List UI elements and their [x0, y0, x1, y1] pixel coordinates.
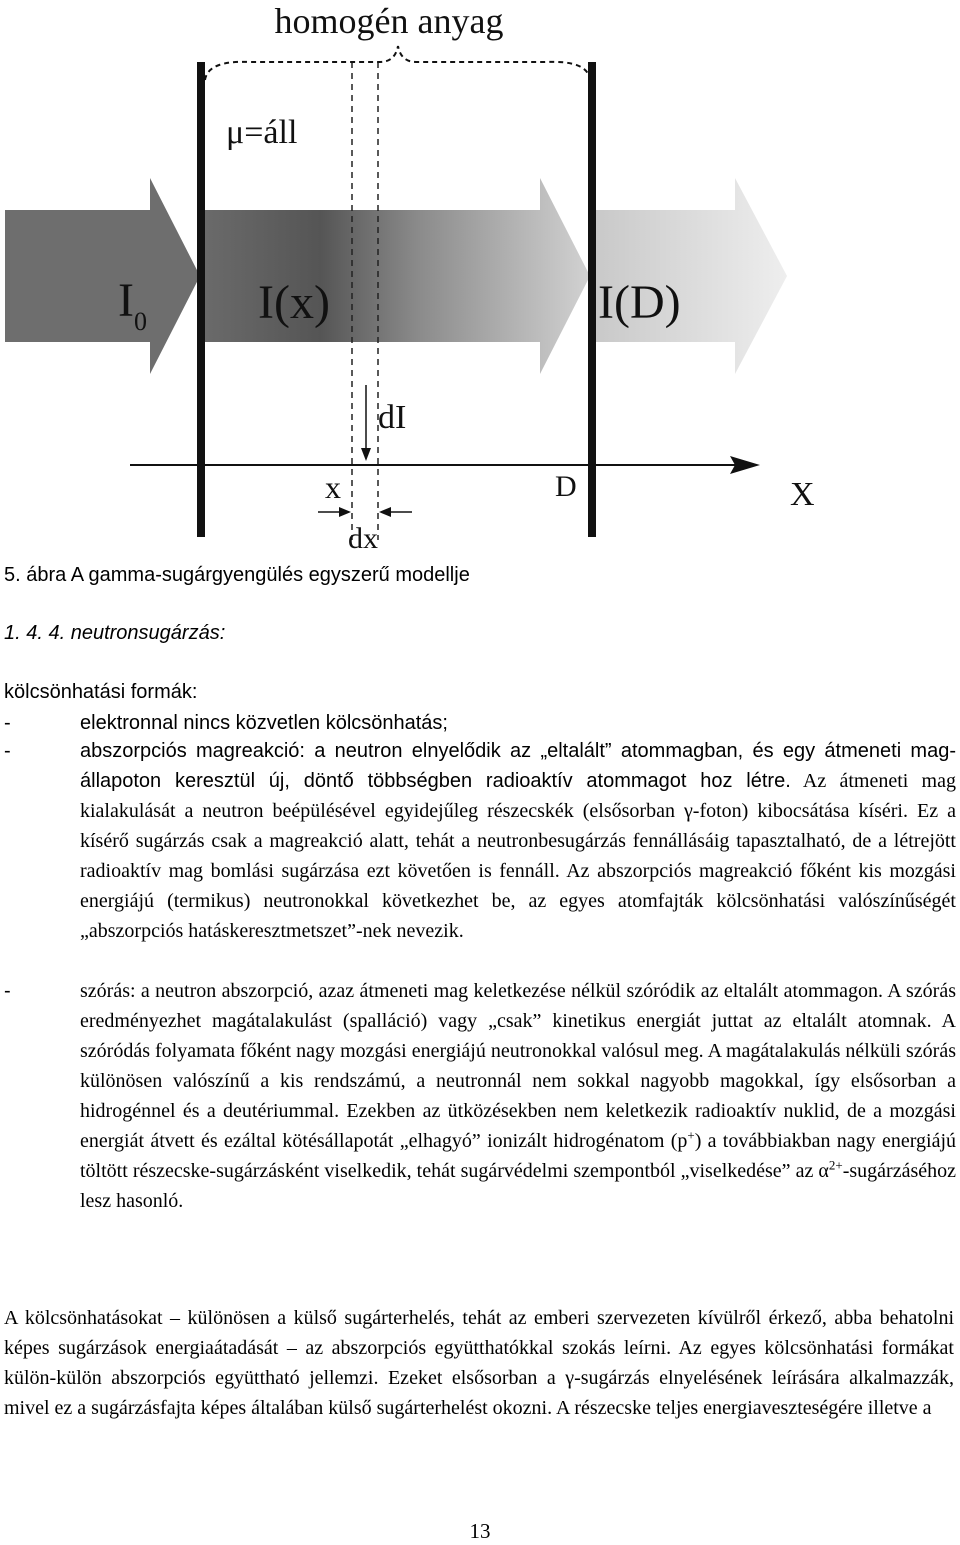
incident-beam-arrow — [5, 178, 200, 374]
list-dash: - — [4, 980, 11, 1002]
list-dash: - — [4, 712, 11, 734]
list-dash: - — [4, 740, 11, 762]
x-position-label: x — [325, 469, 341, 505]
I0-label: $I_0$ — [118, 274, 147, 336]
body-paragraph: A kölcsönhatásokat – különösen a külső sugárterhelés, tehát az emberi szervezeten kívülről érkező, abba behatolni képes sugárzások energiaátadását – az abszorpciós együtthatókkal szokás leírni. Az egyes kölcsönhatási formákat külön-külön abszorpciós együttható jellemzi. Ezeket elsősorban a γ-sugárzás elnyelésének leírására alkalmazzák, mivel ez a sugárzásfajta képes általában külső sugárterhelést okozni. A részecske teljes energiaveszteségére illetve a — [4, 1307, 954, 1419]
x-axis-label: X — [790, 476, 815, 513]
list-item-text: elektronnal nincs közvetlen kölcsönhatás; — [80, 712, 448, 734]
Ix-label: I(x) — [258, 276, 330, 329]
D-position-label: D — [555, 470, 577, 503]
ID-label: I(D) — [598, 276, 681, 329]
section-heading: 1. 4. 4. neutronsugárzás: — [4, 622, 226, 644]
mu-label: μ=áll — [226, 114, 298, 151]
list-item-absorption — [4, 736, 956, 946]
list-item-text: abszorpciós magreakció: a neutron elnyelődik az „eltalált” atommagban, és egy átmeneti mag-állapoton keresztül új, döntő többségben radioaktív atommagot hoz létre. Az átmeneti mag kialakulását a neutron beépülésével egyidejűleg részecskék (elsősorban γ-foton) kibocsátása kíséri. Ez a kísérő sugárzás csak a magreakció alatt, tehát a neutronbesugárzás fennállásáig tapasztalható, de a létrejött radioaktív mag bomlási sugárzása ezt követően is fennáll. Az abszorpciós magreakció főként kis mozgási energiájú (termikus) neutronokkal következhet be, az egyes atomfajták kölcsönhatási valószínűségét „abszorpciós hatáskeresztmetszet”-nek nevezik. — [80, 740, 956, 942]
intro-line: kölcsönhatási formák: — [4, 681, 198, 703]
list-item-scattering — [4, 976, 956, 1216]
figure-title: homogén anyag — [274, 1, 504, 41]
dx-label: dx — [348, 522, 378, 555]
list-item-electron — [4, 708, 956, 738]
material-brace — [205, 46, 590, 80]
figure-caption: 5. ábra A gamma-sugárgyengülés egyszerű modellje — [4, 564, 470, 586]
page-number: 13 — [469, 1519, 491, 1543]
list-item-text: szórás: a neutron abszorpció, azaz átmeneti mag keletkezése nélkül szóródik az eltalált atommagon. A szórás eredményezhet magátalakulást (spalláció) vagy „csak” kinetikus energiát juttat az eltalált atomnak. A szóródás folyamata főként nagy mozgási energiájú neutronokkal valósul meg. A magátalakulás nélküli szórás különösen valószínű a kis rendszámú, a neutronnál nem sokkal nagyobb magokkal, így elsősorban a hidrogénnel és a deutériummal. Ezekben az ütközésekben nem keletkezik radioaktív nuklid, de a mozgási energiát átvett és ezáltal kötésállapotát „elhagyó” ionizált hidrogénatom (p+) a továbbiakban nagy energiájú töltött részecske-sugárzásként viselkedik, tehát sugárvédelmi szempontból „viselkedése” az $\alpha^{2+}$-sugárzáséhoz lesz hasonló. — [80, 980, 956, 1212]
attenuation-figure — [0, 0, 960, 555]
dI-label: dI — [378, 399, 407, 436]
